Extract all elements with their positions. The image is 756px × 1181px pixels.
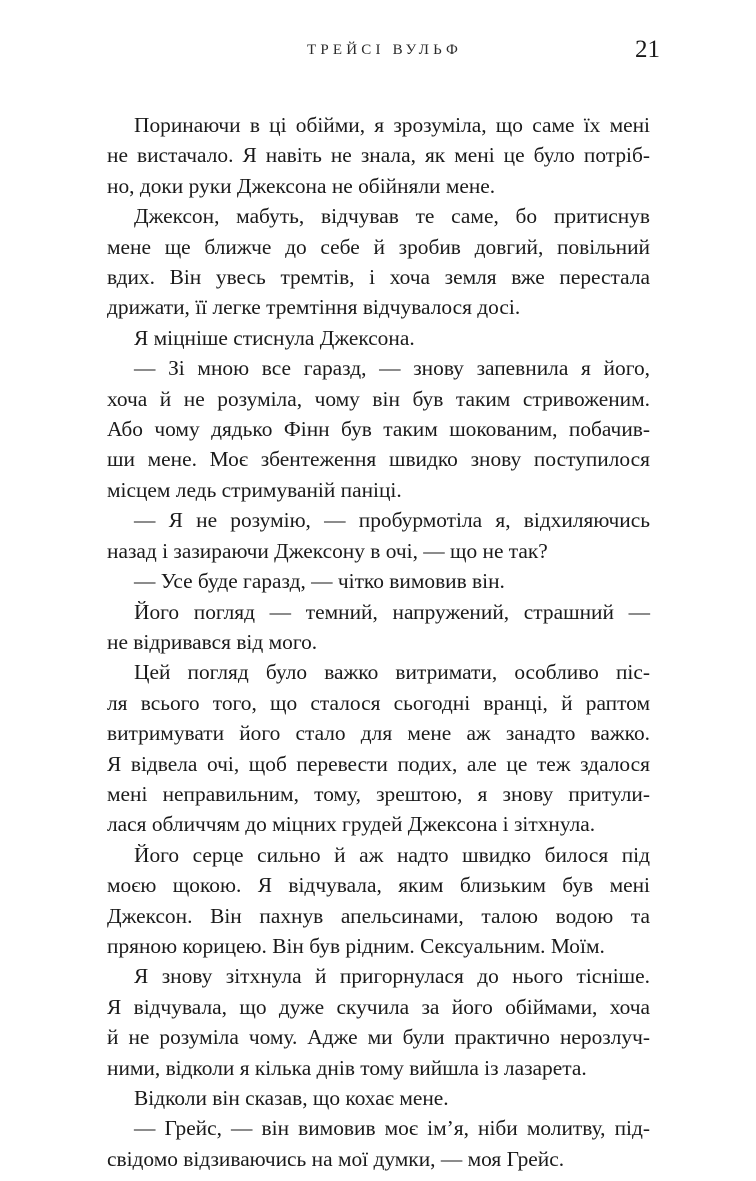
text-line: — Усе буде гаразд, — чітко вимовив він.	[134, 569, 505, 594]
text-line: свідомо відзиваючись на мої думки, — моя Грейс.	[107, 1146, 565, 1171]
text-line: Я відчувала, що дуже скучила за його обіймами, хоча	[107, 994, 650, 1019]
paragraph	[107, 566, 650, 596]
paragraph	[107, 323, 650, 353]
text-line: місцем ледь стримуваній паніці.	[107, 477, 402, 502]
paragraph	[107, 110, 650, 201]
text-line: Або чому дядько Фінн був таким шокованим, побачив-	[107, 417, 650, 442]
text-line: Джексон. Він пахнув апельсинами, талою водою та	[107, 903, 650, 928]
text-line: ними, відколи я кілька днів тому вийшла із лазарета.	[107, 1055, 587, 1080]
text-line: пряною корицею. Він був рідним. Сексуальним. Моїм.	[107, 933, 605, 958]
text-line: ши мене. Моє збентеження швидко знову поступилося	[107, 447, 650, 472]
body-text	[107, 110, 650, 1174]
text-line: Я відвела очі, щоб перевести подих, але це теж здалося	[107, 751, 650, 776]
text-line: — Я не розумію, — пробурмотіла я, відхиляючись	[134, 508, 650, 533]
text-line: но, доки руки Джексона не обійняли мене.	[107, 173, 496, 198]
text-line: дрижати, її легке тремтіння відчувалося досі.	[107, 295, 521, 320]
text-line: вдих. Він увесь тремтів, і хоча земля вже перестала	[107, 265, 650, 290]
text-line: — Зі мною все гаразд, — знову запевнила я його,	[134, 356, 650, 381]
text-line: Його серце сильно й аж надто швидко билося під	[134, 842, 650, 867]
paragraph	[107, 201, 650, 323]
text-line: лася обличчям до міцних грудей Джексона і зітхнула.	[107, 812, 596, 837]
text-line: Цей погляд було важко витримати, особливо піс-	[134, 660, 650, 685]
running-title: ТРЕЙСІ ВУЛЬФ	[307, 42, 463, 58]
text-line: моєю щокою. Я відчувала, яким близьким був мені	[107, 873, 650, 898]
text-line: Відколи він сказав, що кохає мене.	[134, 1086, 449, 1110]
text-line: мені неправильним, тому, зрештою, я знову притули-	[107, 781, 650, 806]
text-line: не вистачало. Я навіть не знала, як мені це було потріб-	[107, 143, 650, 168]
page-number: 21	[635, 36, 660, 63]
text-line: й не розуміла чому. Адже ми були практично нерозлуч-	[107, 1025, 650, 1050]
text-line: Поринаючи в ці обійми, я зрозуміла, що саме їх мені	[134, 113, 650, 137]
paragraph	[107, 597, 650, 658]
paragraph	[107, 657, 650, 839]
text-line: ля всього того, що сталося сьогодні вранці, й раптом	[107, 690, 650, 715]
text-line: Його погляд — темний, напружений, страшний —	[134, 599, 650, 624]
text-line: мене ще ближче до себе й зробив довгий, повільний	[107, 234, 650, 259]
text-line: витримувати його стало для мене аж занадто важко.	[107, 721, 650, 746]
paragraph	[107, 1083, 650, 1113]
text-line: Джексон, мабуть, відчував те саме, бо притиснув	[134, 204, 650, 229]
text-line: Я міцніше стиснула Джексона.	[134, 325, 415, 350]
paragraph	[107, 505, 650, 566]
text-line: назад і зазираючи Джексону в очі, — що не так?	[107, 538, 548, 563]
text-line: — Грейс, — він вимовив моє ім’я, ніби молитву, під-	[134, 1116, 650, 1141]
text-line: Я знову зітхнула й пригорнулася до нього тісніше.	[134, 964, 650, 989]
paragraph	[107, 961, 650, 1083]
running-header	[0, 34, 756, 74]
paragraph	[107, 840, 650, 962]
text-line: хоча й не розуміла, чому він був таким стривоженим.	[107, 386, 650, 411]
paragraph	[107, 1113, 650, 1174]
text-line: не відривався від мого.	[107, 629, 318, 654]
paragraph	[107, 353, 650, 505]
